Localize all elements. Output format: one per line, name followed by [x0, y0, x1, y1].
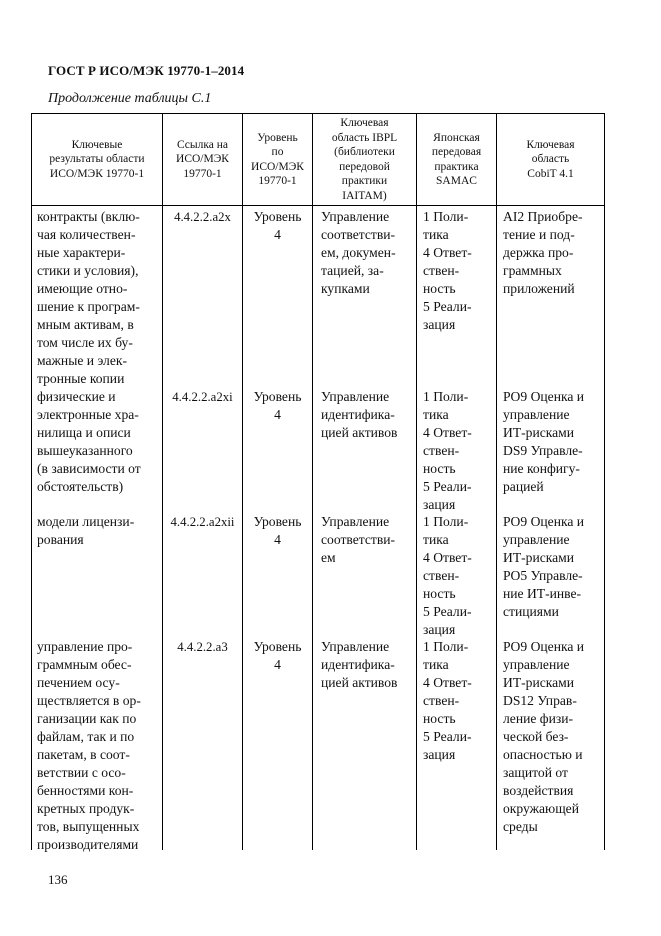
table-row-2-samac: 1 Поли- тика 4 Ответ- ствен- ность 5 Реали- зация [423, 389, 472, 512]
table-row-3-samac: 1 Поли- тика 4 Ответ- ствен- ность 5 Реали- зация [423, 514, 472, 637]
table-row-1-level: Уровень 4 [253, 209, 302, 242]
column-header-level: Уровень по ИСО/МЭК 19770-1 [251, 131, 304, 187]
table-row-1-cobit: AI2 Приобре- тение и под- держка про- граммных приложений [503, 209, 583, 296]
table-row-4-ibpl: Управление идентифика- цией активов [321, 639, 398, 690]
column-header-cobit: Ключевая область CobiT 4.1 [526, 138, 575, 180]
table-row-3-reference: 4.4.2.2.a2xii [170, 515, 235, 529]
table-row-3-level: Уровень 4 [253, 514, 302, 547]
column-divider-4 [416, 113, 417, 850]
table-row-3-ibpl: Управление соответстви- ем [321, 514, 396, 565]
table-row-1-result: контракты (вклю- чая количествен- ные характери- стики и условия), имеющие отно- шение к програм- мным активам, в том числе их бу- мажные и элек- тронные копии [37, 209, 140, 386]
table-row-4-cobit: PO9 Оценка и управление ИТ-рисками DS12 Управ- ление физи- ческой без- опасностью и защитой от воздействия окружающей среды [503, 639, 585, 834]
document-header: ГОСТ Р ИСО/МЭК 19770-1–2014 [48, 63, 245, 78]
table-right-border [604, 113, 605, 850]
header-bottom-border [31, 205, 605, 206]
table-left-border [31, 113, 32, 850]
table-row-2-ibpl: Управление идентифика- цией активов [321, 389, 398, 440]
column-header-ibpl: Ключевая область IBPL (библиотеки передовой практики IAITAM) [331, 117, 398, 202]
table-row-1-reference: 4.4.2.2.a2x [174, 210, 231, 224]
table-row-2-cobit: PO9 Оценка и управление ИТ-рисками DS9 Управле- ние конфигу- рацией [503, 389, 585, 494]
table-row-2-result: физические и электронные хра- нилища и описи вышеуказанного (в зависимости от обстоятельств) [37, 389, 141, 494]
column-header-results: Ключевые результаты области ИСО/МЭК 19770-1 [49, 138, 145, 180]
table-row-2-level: Уровень 4 [253, 389, 302, 422]
column-divider-5 [496, 113, 497, 850]
column-divider-3 [312, 113, 313, 850]
table-caption: Продолжение таблицы С.1 [48, 91, 212, 106]
table-row-4-level: Уровень 4 [253, 639, 302, 672]
column-header-samac: Японская передовая практика SAMAC [431, 131, 482, 187]
table-row-2-reference: 4.4.2.2.a2xi [172, 390, 233, 404]
column-header-reference: Ссылка на ИСО/МЭК 19770-1 [176, 138, 229, 180]
table-row-4-result: управление про- граммным обес- печением осу- ществляется в ор- ганизации как по файлам, так и по пакетам, в соот- ветствии с осо- бенностями кон- кретных продук- тов, выпущенных производителями [37, 639, 141, 852]
table-row-3-cobit: PO9 Оценка и управление ИТ-рисками PO5 Управле- ние ИТ-инве- стициями [503, 514, 585, 619]
page-number: 136 [48, 872, 68, 887]
table-row-4-samac: 1 Поли- тика 4 Ответ- ствен- ность 5 Реали- зация [423, 639, 472, 762]
data-table [31, 113, 605, 850]
table-row-3-result: модели лицензи- рования [37, 514, 135, 547]
table-row-4-reference: 4.4.2.2.a3 [177, 640, 228, 654]
table-row-1-samac: 1 Поли- тика 4 Ответ- ствен- ность 5 Реали- зация [423, 209, 472, 332]
table-row-1-ibpl: Управление соответстви- ем, докумен- тацией, за- купками [321, 209, 396, 296]
